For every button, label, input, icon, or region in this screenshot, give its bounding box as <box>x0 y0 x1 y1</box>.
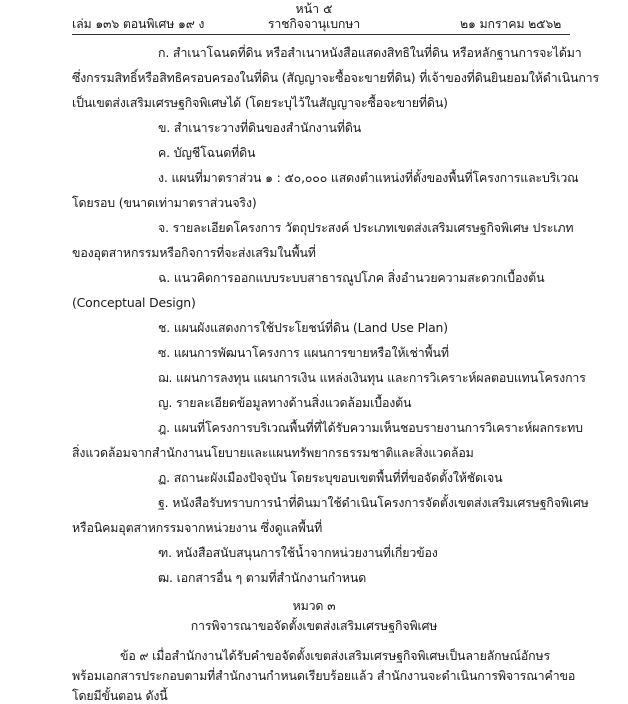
article-paragraph-cont: พร้อมเอกสารประกอบตามที่สำนักงานกำหนดเรียบร้อยแล้ว สำนักงานจะดำเนินการพิจารณาคำขอ <box>72 668 576 683</box>
list-item-f-cont: (Conceptual Design) <box>72 295 196 310</box>
section-title: การพิจารณาขอจัดตั้งเขตส่งเสริมเศรษฐกิจพิเศษ <box>190 618 438 633</box>
list-item-f: ฉ. แนวคิดการออกแบบระบบสาธารณูปโภค สิ่งอำนวยความสะดวกเบื้องต้น <box>158 270 545 285</box>
header-divider <box>72 34 570 35</box>
publication-name: ราชกิจจานุเบกษา <box>267 16 361 31</box>
list-item-b: ข. สำเนาระวางที่ดินของสำนักงานที่ดิน <box>158 120 362 135</box>
list-item-m-cont: หรือนิคมอุตสาหกรรมจากหน่วยงาน ซึ่งดูแลพื้นที่ <box>72 520 323 535</box>
publication-date: ๒๑ มกราคม ๒๕๖๒ <box>460 16 562 31</box>
list-item-g: ช. แผนผังแสดงการใช้ประโยชน์ที่ดิน (Land Use Plan) <box>158 320 448 335</box>
list-item-a-cont: เป็นเขตส่งเสริมเศรษฐกิจพิเศษได้ (โดยระบุไว้ในสัญญาจะซื้อจะขายที่ดิน) <box>72 95 448 110</box>
article-paragraph: ข้อ ๙ เมื่อสำนักงานได้รับคำขอจัดตั้งเขตส่งเสริมเศรษฐกิจพิเศษเป็นลายลักษณ์อักษร <box>120 648 551 663</box>
list-item-n: ฑ. หนังสือสนับสนุนการใช้น้ำจากหน่วยงานที่เกี่ยวข้อง <box>158 545 438 560</box>
list-item-c: ค. บัญชีโฉนดที่ดิน <box>158 145 256 160</box>
volume-label: เล่ม ๑๓๖ ตอนพิเศษ ๑๙ ง <box>72 16 205 31</box>
list-item-d: ง. แผนที่มาตราส่วน ๑ : ๕๐,๐๐๐ แสดงตำแหน่งที่ตั้งของพื้นที่โครงการและบริเวณ <box>158 170 579 185</box>
page-number: หน้า ๕ <box>295 1 333 16</box>
list-item-a-cont: ซึ่งกรรมสิทธิ์หรือสิทธิครอบครองในที่ดิน (สัญญาจะซื้อจะขายที่ดิน) ที่เจ้าของที่ดินยินยอมให้ดำเนินการ <box>72 70 599 85</box>
list-item-e: จ. รายละเอียดโครงการ วัตถุประสงค์ ประเภทเขตส่งเสริมเศรษฐกิจพิเศษ ประเภท <box>158 220 574 235</box>
list-item-o: ฒ. เอกสารอื่น ๆ ตามที่สำนักงานกำหนด <box>158 570 367 585</box>
list-item-e-cont: ของอุตสาหกรรมหรือกิจการที่จะส่งเสริมในพื้นที่ <box>72 245 316 260</box>
list-item-k: ฎ. แผนที่โครงการบริเวณพื้นที่ที่ได้รับความเห็นชอบรายงานการวิเคราะห์ผลกระทบ <box>158 420 583 435</box>
section-number: หมวด ๓ <box>292 598 336 613</box>
list-item-m: ฐ. หนังสือรับทราบการนำที่ดินมาใช้ดำเนินโครงการจัดตั้งเขตส่งเสริมเศรษฐกิจพิเศษ <box>158 495 589 510</box>
list-item-k-cont: สิ่งแวดล้อมจากสำนักงานนโยบายและแผนทรัพยากรธรรมชาติและสิ่งแวดล้อม <box>72 445 474 460</box>
article-paragraph-cont: โดยมีขั้นตอน ดังนี้ <box>72 688 168 703</box>
list-item-d-cont: โดยรอบ (ขนาดเท่ามาตราส่วนจริง) <box>72 195 257 210</box>
list-item-a: ก. สำเนาโฉนดที่ดิน หรือสำเนาหนังสือแสดงสิทธิในที่ดิน หรือหลักฐานการจะได้มา <box>158 45 582 60</box>
list-item-j: ญ. รายละเอียดข้อมูลทางด้านสิ่งแวดล้อมเบื้องต้น <box>158 395 412 410</box>
list-item-l: ฏ. สถานะผังเมืองปัจจุบัน โดยระบุขอบเขตพื้นที่ที่ขอจัดตั้งให้ชัดเจน <box>158 470 503 485</box>
list-item-i: ฌ. แผนการลงทุน แผนการเงิน แหล่งเงินทุน และการวิเคราะห์ผลตอบแทนโครงการ <box>158 370 586 385</box>
list-item-h: ซ. แผนการพัฒนาโครงการ แผนการขายหรือให้เช่าพื้นที่ <box>158 345 449 360</box>
